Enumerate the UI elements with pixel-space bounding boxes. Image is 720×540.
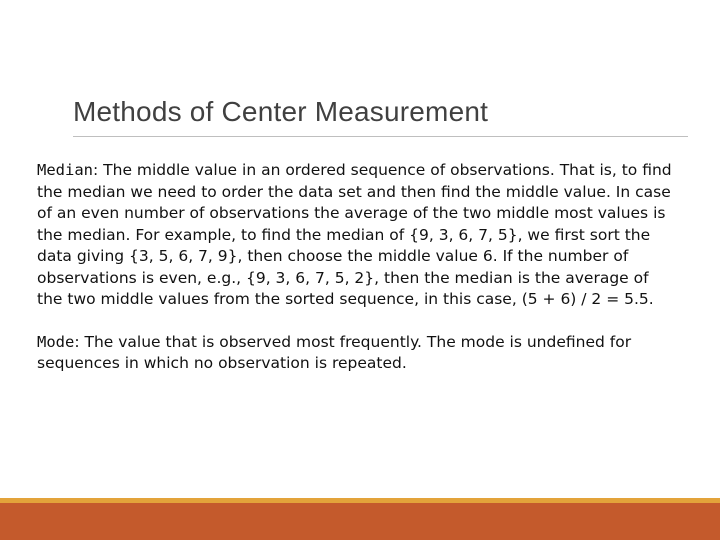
mode-definition: : The value that is observed most frequently. The mode is undefined for sequences in which no observation is repeated. — [37, 332, 632, 372]
slide-body — [37, 160, 677, 375]
title-divider — [73, 136, 688, 137]
median-definition: : The middle value in an ordered sequence of observations. That is, to find the median we need to order the data set and then find the middle value. In case of an even number of observations the average of the two middle most values is the median. For example, to find the median of {9, 3, 6, 7, 5}, we first sort the data giving {3, 5, 6, 7, 9}, then choose the middle value 6. If the number of observations is even, e.g., {9, 3, 6, 7, 5, 2}, then the median is the average of the two middle values from the sorted sequence, in this case, (5 + 6) / 2 = 5.5. — [37, 161, 672, 308]
footer-bar — [0, 503, 720, 540]
slide-title: Methods of Center Measurement — [73, 96, 489, 127]
median-term: Median — [37, 161, 93, 179]
mode-paragraph — [37, 332, 677, 375]
mode-term: Mode — [37, 332, 75, 351]
median-paragraph — [37, 160, 677, 311]
